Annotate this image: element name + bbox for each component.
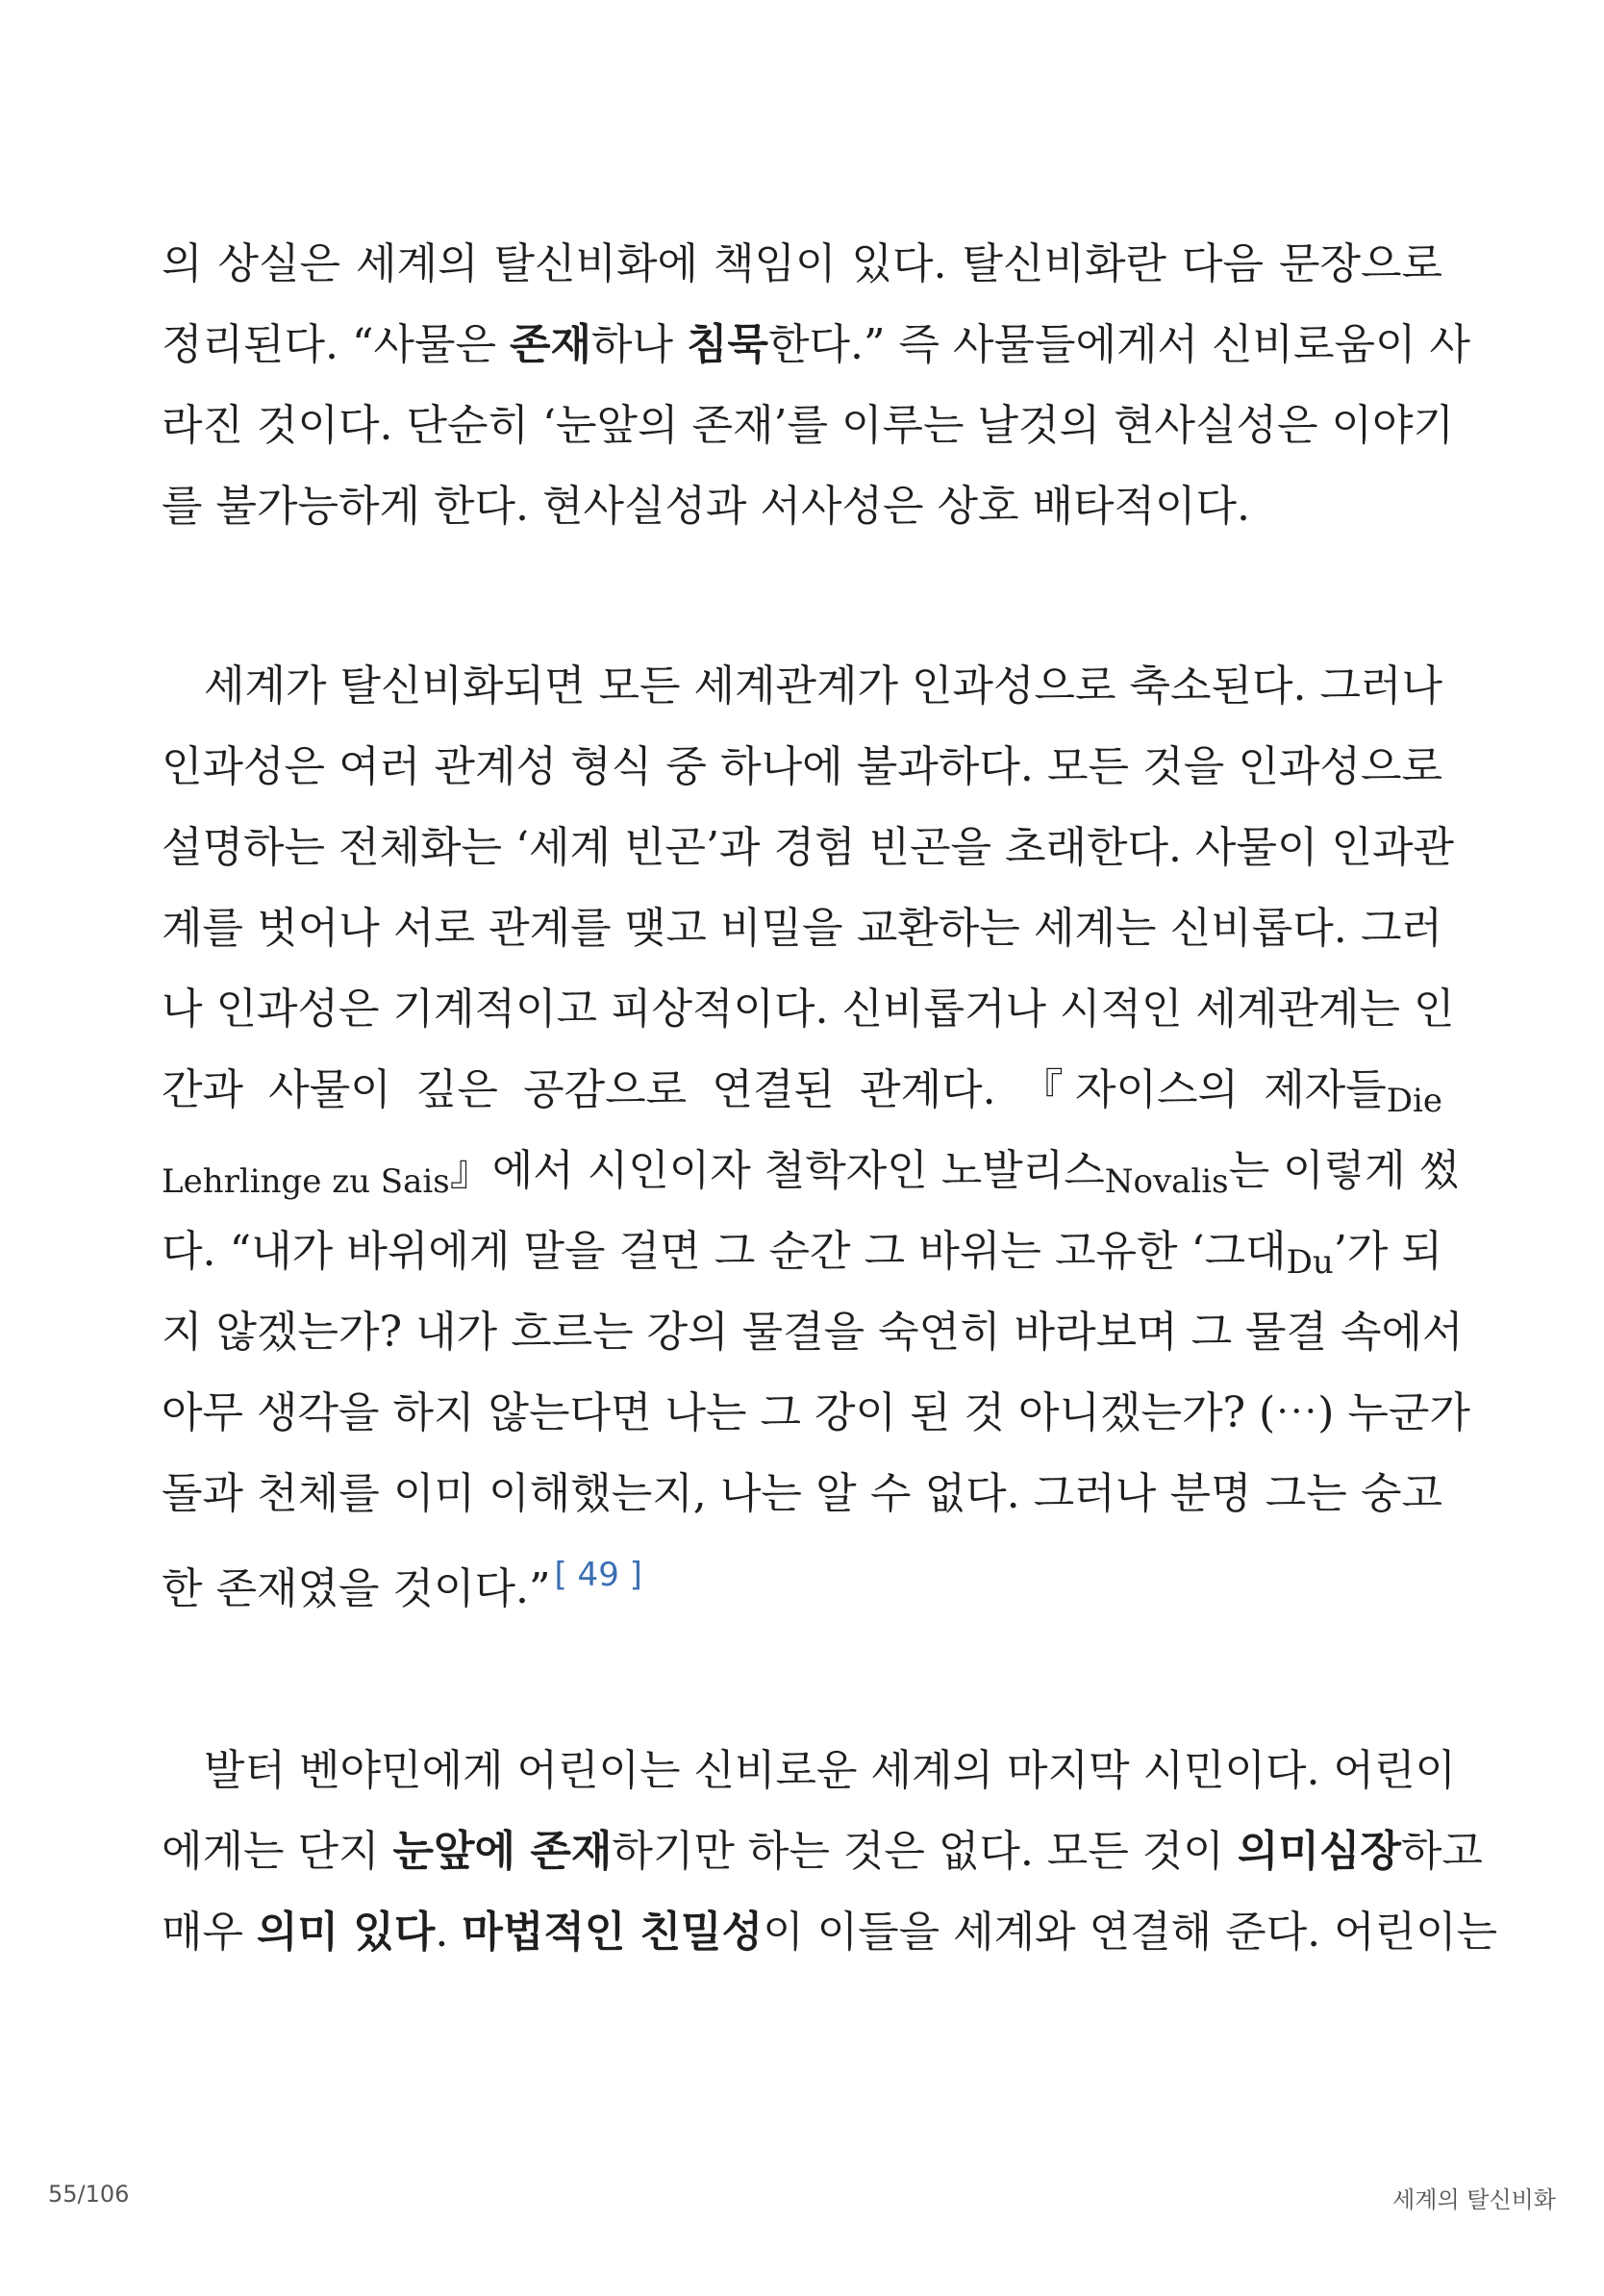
text-span: 지 않겠는가? 내가 흐르는 강의 물결을 숙연히 바라보며 그 물결 속에서 bbox=[162, 1308, 1464, 1357]
text-span: 한 존재였을 것이다.” bbox=[162, 1564, 551, 1613]
name-subscript: Novalis bbox=[1104, 1162, 1229, 1201]
text-line bbox=[162, 1811, 1483, 1892]
text-line bbox=[162, 386, 1454, 466]
text-line bbox=[162, 1454, 1442, 1535]
text-span: 인과성은 여러 관계성 형식 중 하나에 불과하다. 모든 것을 인과성으로 bbox=[162, 742, 1442, 791]
text-span: 』에서 시인이자 철학자인 노발리스 bbox=[449, 1146, 1105, 1195]
text-span: ’가 되 bbox=[1333, 1227, 1442, 1276]
text-span: 간과 사물이 깊은 공감으로 연결된 관계다. 『자이스의 제자들 bbox=[162, 1065, 1387, 1114]
text-span: 에게는 단지 bbox=[162, 1827, 393, 1876]
text-span: 발터 벤야민에게 어린이는 신비로운 세계의 마지막 시민이다. 어린이 bbox=[204, 1746, 1456, 1795]
original-title-subscript: Lehrlinge zu Sais bbox=[162, 1162, 450, 1201]
text-span: 의 상실은 세계의 탈신비화에 책임이 있다. 탈신비화란 다음 문장으로 bbox=[162, 239, 1442, 288]
word-subscript: Du bbox=[1286, 1243, 1334, 1282]
bold-term: 침묵 bbox=[687, 320, 769, 369]
text-span: 이 이들을 세계와 연결해 준다. 어린이는 bbox=[763, 1908, 1498, 1957]
chapter-title: 세계의 탈신비화 bbox=[1392, 2186, 1556, 2213]
bold-term: 눈앞에 존재 bbox=[392, 1827, 613, 1876]
text-line bbox=[162, 1373, 1470, 1454]
original-title-subscript: Die bbox=[1386, 1082, 1442, 1120]
bold-term: 존재 bbox=[509, 320, 591, 369]
text-span: 다. “내가 바위에게 말을 걸면 그 순간 그 바위는 고유한 ‘그대 bbox=[162, 1227, 1287, 1276]
text-span: 설명하는 전체화는 ‘세계 빈곤’과 경험 빈곤을 초래한다. 사물이 인과관 bbox=[162, 823, 1454, 872]
text-span: 하기만 하는 것은 없다. 모든 것이 bbox=[612, 1827, 1238, 1876]
text-line bbox=[162, 224, 1442, 305]
text-line bbox=[162, 888, 1442, 969]
text-line bbox=[162, 1731, 1456, 1811]
text-line bbox=[162, 305, 1470, 386]
text-span: 세계가 탈신비화되면 모든 세계관계가 인과성으로 축소된다. 그러나 bbox=[204, 661, 1443, 711]
text-span: 나 인과성은 기계적이고 피상적이다. 신비롭거나 시적인 세계관계는 인 bbox=[162, 985, 1455, 1034]
text-span: 하나 bbox=[591, 320, 687, 369]
text-line bbox=[162, 646, 1442, 727]
paragraph-3 bbox=[162, 1731, 1498, 1973]
text-line bbox=[162, 969, 1455, 1050]
footnote-link[interactable]: [ 49 ] bbox=[554, 1556, 642, 1594]
text-line bbox=[162, 1211, 1442, 1292]
bold-term: 의미심장 bbox=[1237, 1827, 1401, 1876]
text-line bbox=[162, 1892, 1498, 1973]
bold-term: 의미 있다 bbox=[257, 1908, 436, 1957]
bold-term: 마법적인 친밀성 bbox=[462, 1908, 764, 1957]
text-span: 한다.” 즉 사물들에게서 신비로움이 사 bbox=[768, 320, 1470, 369]
text-span: 라진 것이다. 단순히 ‘눈앞의 존재’를 이루는 날것의 현사실성은 이야기 bbox=[162, 401, 1454, 450]
paragraph-1 bbox=[162, 224, 1470, 547]
text-span: 는 이렇게 썼 bbox=[1228, 1146, 1461, 1195]
text-span: 하고 bbox=[1400, 1827, 1483, 1876]
text-span: 를 불가능하게 한다. 현사실성과 서사성은 상호 배타적이다. bbox=[162, 482, 1250, 531]
paragraph-2 bbox=[162, 646, 1470, 1615]
text-line bbox=[162, 1535, 1442, 1615]
text-span: 매우 bbox=[162, 1908, 257, 1957]
page-number: 55/106 bbox=[48, 2181, 130, 2208]
text-line bbox=[162, 1050, 1442, 1131]
text-line bbox=[162, 1131, 1461, 1211]
text-span: 아무 생각을 하지 않는다면 나는 그 강이 된 것 아니겠는가? (⋯) 누군가 bbox=[162, 1388, 1470, 1437]
text-line bbox=[162, 808, 1454, 888]
text-line bbox=[162, 466, 1442, 547]
text-span: . bbox=[435, 1908, 463, 1957]
text-span: 정리된다. “사물은 bbox=[162, 320, 510, 369]
text-line bbox=[162, 727, 1442, 808]
text-line bbox=[162, 1292, 1464, 1373]
text-span: 계를 벗어나 서로 관계를 맺고 비밀을 교환하는 세계는 신비롭다. 그러 bbox=[162, 904, 1442, 953]
text-span: 돌과 천체를 이미 이해했는지, 나는 알 수 없다. 그러나 분명 그는 숭고 bbox=[162, 1469, 1442, 1518]
